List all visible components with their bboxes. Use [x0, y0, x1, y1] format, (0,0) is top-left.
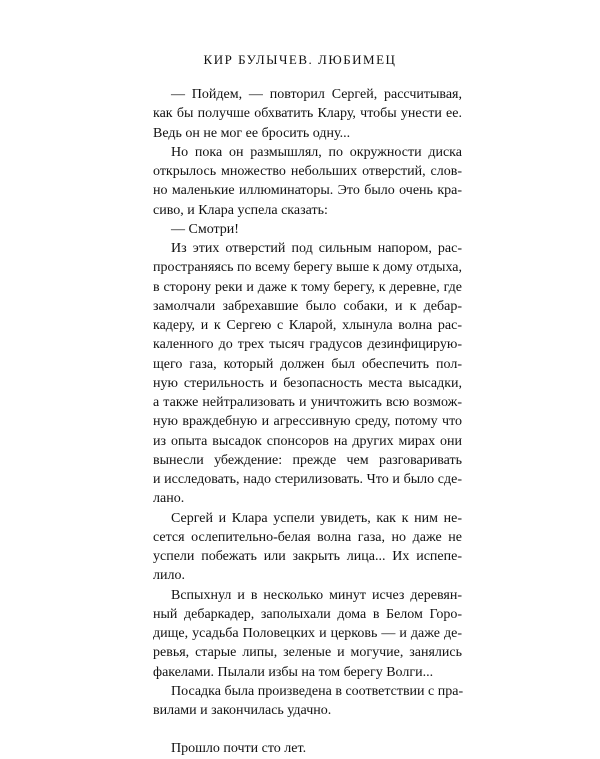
text-line: — Пойдем, — повторил Сергей, рассчитывая, [171, 87, 462, 102]
paragraph [153, 85, 462, 143]
text-line: в сторону реки и даже к тому берегу, к деревне, где [153, 279, 462, 295]
text-line: ную враждебную и агрессивную среду, потому что [153, 414, 462, 430]
text-line: ную стерильность и безопасность места высадки, [153, 375, 462, 391]
text-line: сется ослепительно-белая волна газа, но даже не [153, 529, 462, 545]
text-line: Ведь он не мог ее бросить одну... [153, 125, 351, 141]
text-line: замолчали забрехавшие было собаки, и к дебар- [153, 298, 462, 314]
text-line: дище, усадьба Половецких и церковь — и даже де- [153, 626, 462, 641]
text-line: а также нейтрализовать и уничтожить всю возмож- [153, 395, 462, 410]
text-line: открылось множество небольших отверстий, слов- [153, 164, 462, 179]
text-line: пространяясь по всему берегу выше к дому отдыха, [153, 260, 462, 276]
text-line: но маленькие иллюминаторы. Это было очень кра- [153, 183, 462, 199]
body-text [153, 85, 462, 759]
paragraph-list [153, 85, 462, 720]
text-line: успели побежать или закрыть лица... Их испепе- [153, 549, 462, 564]
text-line: щего газа, который должен был обеспечить пол- [153, 356, 462, 372]
text-line: лано. [153, 491, 185, 507]
text-line: и исследовать, надо стерилизовать. Что и было сде- [153, 472, 462, 487]
text-line: Посадка была произведена в соответствии с пра- [171, 683, 464, 699]
text-line: кадеру, и к Сергею с Кларой, хлынула волна рас- [153, 318, 462, 333]
final-paragraph [153, 739, 462, 758]
paragraph [153, 143, 462, 220]
paragraph [153, 682, 462, 721]
text-line: Прошло почти сто лет. [171, 741, 307, 757]
text-line: каленного до трех тысяч градусов дезинфицирую- [153, 337, 462, 353]
paragraph [153, 239, 462, 509]
text-line: сиво, и Клара успела сказать: [153, 202, 328, 218]
text-line: Сергей и Клара успели увидеть, как к ним не- [171, 510, 462, 526]
paragraph [153, 586, 462, 682]
text-line: Но пока он размышлял, по окружности диска [171, 144, 462, 160]
text-line: Из этих отверстий под сильным напором, рас- [171, 241, 462, 256]
paragraph [153, 220, 462, 239]
paragraph [153, 509, 462, 586]
text-line: факелами. Пылали избы на том берегу Волги... [153, 664, 434, 680]
text-line: ревья, старые липы, зеленые и могучие, занялись [153, 645, 462, 661]
text-line: как бы получше обхватить Клару, чтобы унести ее. [153, 106, 462, 122]
text-line: лило. [153, 568, 185, 584]
running-head: КИР БУЛЫЧЕВ. ЛЮБИМЕЦ [203, 52, 397, 67]
text-line: вилами и закончилась удачно. [153, 703, 332, 718]
section-gap [153, 720, 462, 739]
text-line: Вспыхнул и в несколько минут исчез деревян- [171, 587, 462, 603]
text-line: — Смотри! [171, 221, 239, 237]
text-line: вынесли убеждение: прежде чем разговаривать [153, 452, 462, 468]
text-line: из опыта высадок спонсоров на других мирах они [153, 433, 462, 449]
text-line: ный дебаркадер, заполыхали дома в Белом Горо- [153, 606, 462, 622]
